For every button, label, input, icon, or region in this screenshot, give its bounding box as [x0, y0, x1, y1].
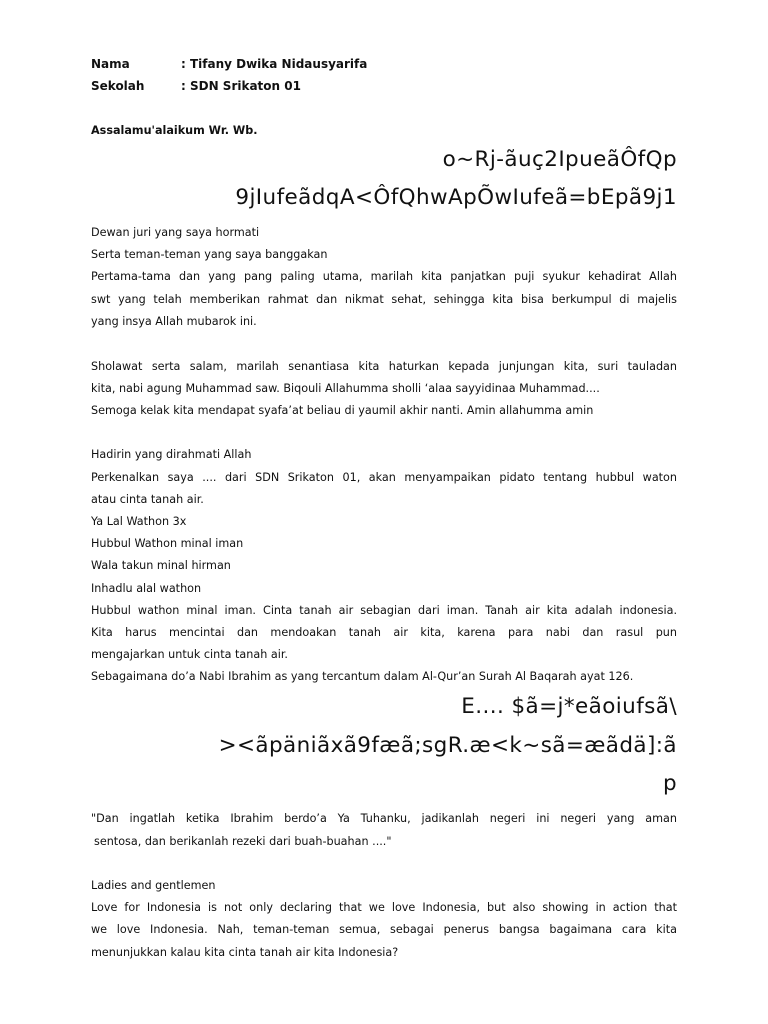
paragraph-line: mengajarkan untuk cinta tanah air.: [91, 648, 288, 661]
name-label: Nama: [91, 57, 130, 71]
arabic-line: 9jIufeãdqA<ÔfQhwApÕwIufeã=bEpã9j1: [235, 185, 677, 210]
school-value: : SDN Srikaton 01: [181, 79, 301, 93]
paragraph-line: atau cinta tanah air.: [91, 493, 204, 506]
greeting: Assalamu'alaikum Wr. Wb.: [91, 124, 258, 137]
name-value: : Tifany Dwika Nidausyarifa: [181, 57, 368, 71]
translation-line: sentosa, dan berikanlah rezeki dari buah-buahan ....": [94, 835, 392, 848]
paragraph-line: Kita harus mencintai dan mendoakan tanah air kita, karena para nabi dan rasul pun: [91, 626, 677, 639]
paragraph-line: Hubbul Wathon minal iman: [91, 537, 244, 550]
paragraph-line: Perkenalkan saya .... dari SDN Srikaton 01, akan menyampaikan pidato tentang hubbul waton: [91, 471, 677, 484]
arabic-line: o~Rj-ãuç2IpueãÔfQp: [442, 147, 677, 172]
arabic-line: p: [662, 771, 677, 796]
paragraph-line: Inhadlu alal wathon: [91, 582, 202, 595]
paragraph-line: Pertama-tama dan yang pang paling utama, marilah kita panjatkan puji syukur kehadirat Allah: [91, 270, 677, 283]
paragraph-line: Sebagaimana do’a Nabi Ibrahim as yang tercantum dalam Al-Qur’an Surah Al Baqarah ayat 126.: [91, 670, 634, 683]
paragraph-line: Hadirin yang dirahmati Allah: [91, 448, 252, 461]
school-label: Sekolah: [91, 79, 145, 93]
paragraph-line: swt yang telah memberikan rahmat dan nikmat sehat, sehingga kita bisa berkumpul di majelis: [91, 293, 677, 306]
arabic-line: E.... $ã=j*eãoiufsã\: [461, 694, 677, 719]
paragraph-line: Sholawat serta salam, marilah senantiasa kita haturkan kepada junjungan kita, suri tauladan: [91, 360, 677, 373]
paragraph-line: Hubbul wathon minal iman. Cinta tanah air sebagian dari iman. Tanah air kita adalah indonesia.: [91, 604, 677, 617]
arabic-line: ><ãpäniãxã9fæã;sgR.æ<k~sã=æãdä]:ã: [218, 733, 677, 758]
paragraph-line: yang insya Allah mubarok ini.: [91, 315, 257, 328]
paragraph-line: Wala takun minal hirman: [91, 559, 231, 572]
paragraph-line: menunjukkan kalau kita cinta tanah air kita Indonesia?: [91, 946, 399, 959]
paragraph-line: Ya Lal Wathon 3x: [91, 515, 187, 528]
paragraph-line: Semoga kelak kita mendapat syafa’at beliau di yaumil akhir nanti. Amin allahumma amin: [91, 404, 594, 417]
paragraph-line: we love Indonesia. Nah, teman-teman semua, sebagai penerus bangsa bagaimana cara kita: [91, 923, 677, 936]
paragraph-line: Ladies and gentlemen: [91, 879, 216, 892]
paragraph-line: Dewan juri yang saya hormati: [91, 226, 260, 239]
paragraph-line: Love for Indonesia is not only declaring that we love Indonesia, but also showing in action that: [91, 901, 677, 914]
paragraph-line: kita, nabi agung Muhammad saw. Biqouli Allahumma sholli ‘alaa sayyidinaa Muhammad....: [91, 382, 600, 395]
paragraph-line: Serta teman-teman yang saya banggakan: [91, 248, 328, 261]
translation-line: "Dan ingatlah ketika Ibrahim berdo’a Ya Tuhanku, jadikanlah negeri ini negeri yang aman: [91, 812, 677, 825]
